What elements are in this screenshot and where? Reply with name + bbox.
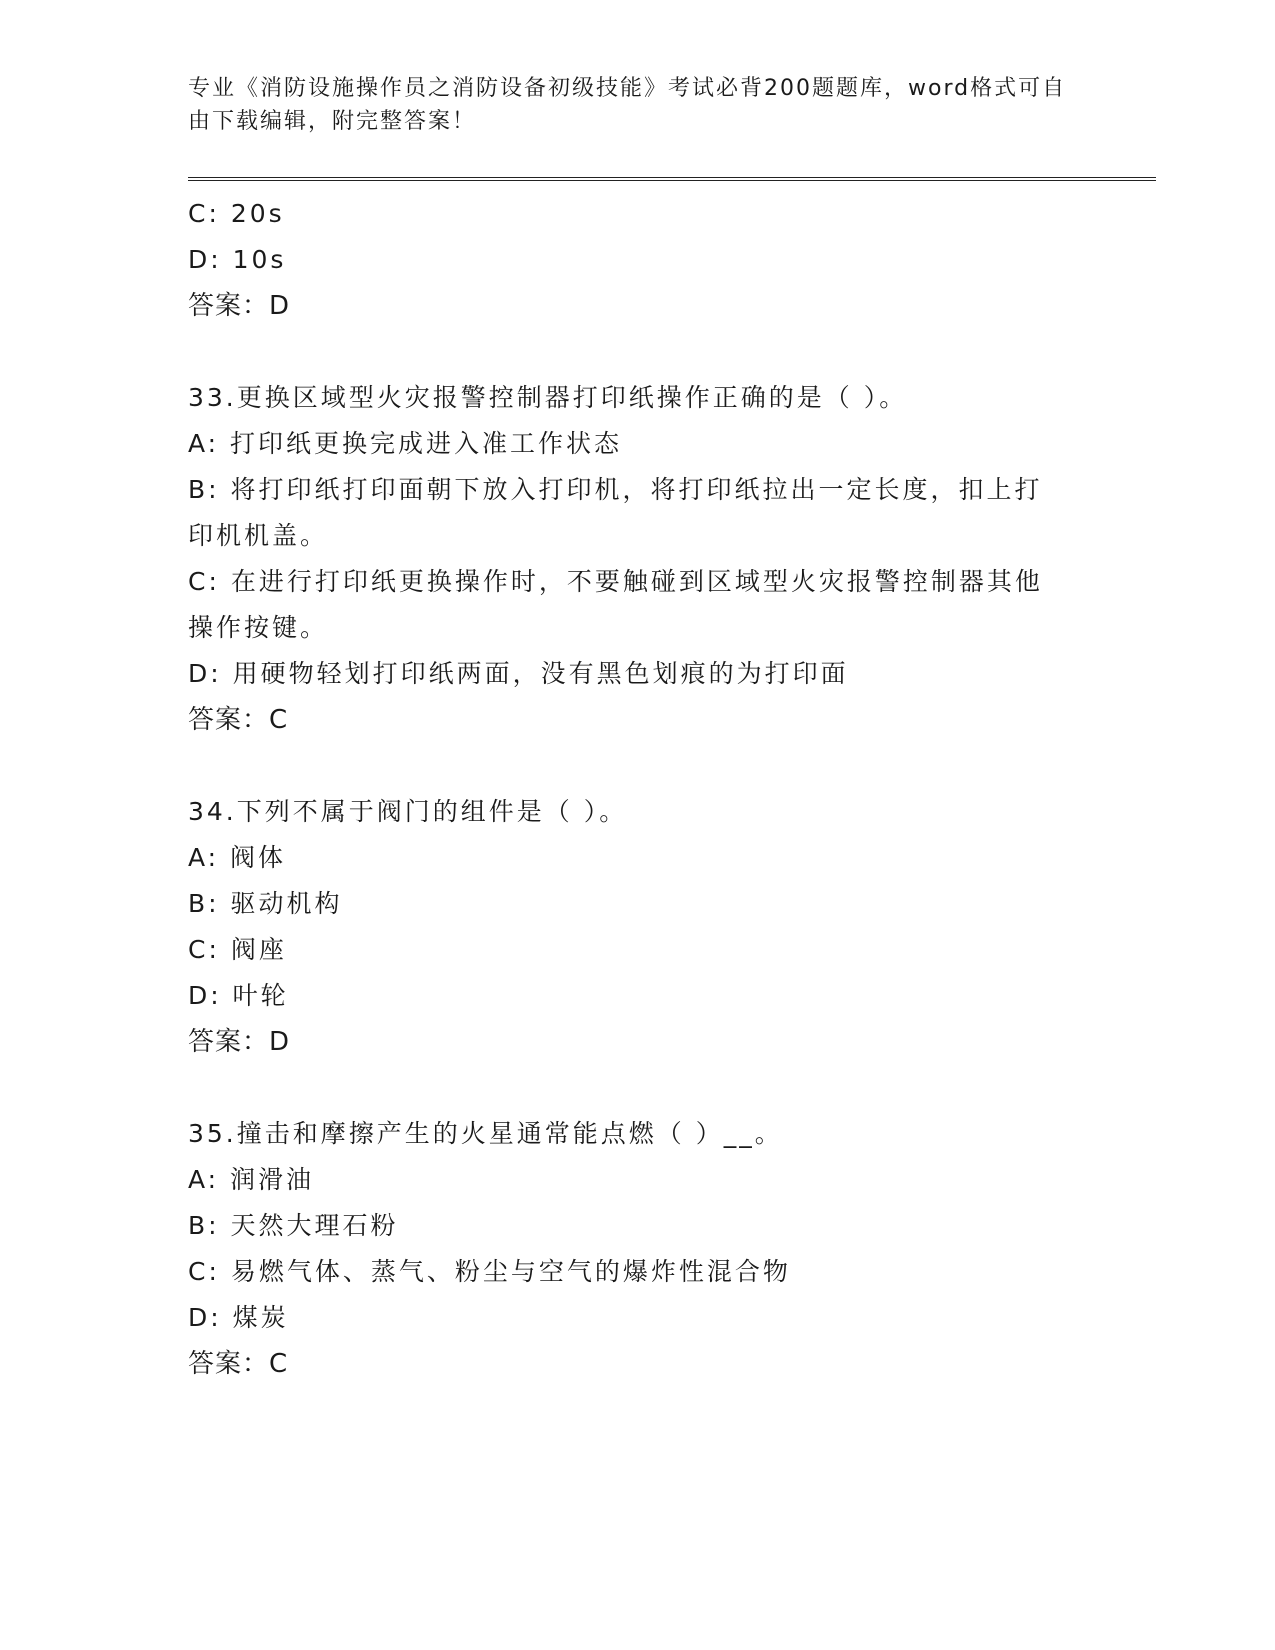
answer-line: 答案：C — [188, 705, 289, 735]
option-d: D: 用硬物轻划打印纸两面，没有黑色划痕的为打印面 — [188, 659, 849, 688]
question-list — [188, 191, 1088, 1387]
question-35 — [188, 1111, 1088, 1387]
option-d: D: 煤炭 — [188, 1303, 289, 1332]
option-a: A: 打印纸更换完成进入准工作状态 — [188, 429, 623, 458]
option-d: D: 叶轮 — [188, 981, 289, 1010]
question-33 — [188, 375, 1088, 743]
answer-line: 答案：D — [188, 1027, 291, 1057]
option-c: C: 在进行打印纸更换操作时，不要触碰到区域型火灾报警控制器其他操作按键。 — [188, 567, 1043, 642]
question-stem: 35.撞击和摩擦产生的火星通常能点燃（ ）__。 — [188, 1119, 783, 1148]
answer-line: 答案：D — [188, 291, 291, 321]
option-d: D: 10s — [188, 245, 287, 274]
question-stem: 33.更换区域型火灾报警控制器打印纸操作正确的是（ ）。 — [188, 383, 908, 412]
option-a: A: 润滑油 — [188, 1165, 315, 1194]
option-b: B: 驱动机构 — [188, 889, 343, 918]
spacer — [188, 743, 1088, 789]
question-stem: 34.下列不属于阀门的组件是（ ）。 — [188, 797, 628, 826]
option-c: C: 易燃气体、蒸气、粉尘与空气的爆炸性混合物 — [188, 1257, 791, 1286]
spacer — [188, 329, 1088, 375]
option-c: C: 20s — [188, 199, 285, 228]
page-header-title: 专业《消防设施操作员之消防设备初级技能》考试必背200题题库，word格式可自由下载编辑，附完整答案！ — [188, 76, 1067, 134]
header-divider — [188, 177, 1156, 181]
question-34 — [188, 789, 1088, 1065]
spacer — [188, 1065, 1088, 1111]
answer-line: 答案：C — [188, 1349, 289, 1379]
previous-question-tail — [188, 191, 1088, 329]
option-b: B: 将打印纸打印面朝下放入打印机，将打印纸拉出一定长度，扣上打印机机盖。 — [188, 475, 1043, 550]
option-b: B: 天然大理石粉 — [188, 1211, 399, 1240]
option-a: A: 阀体 — [188, 843, 287, 872]
option-c: C: 阀座 — [188, 935, 287, 964]
